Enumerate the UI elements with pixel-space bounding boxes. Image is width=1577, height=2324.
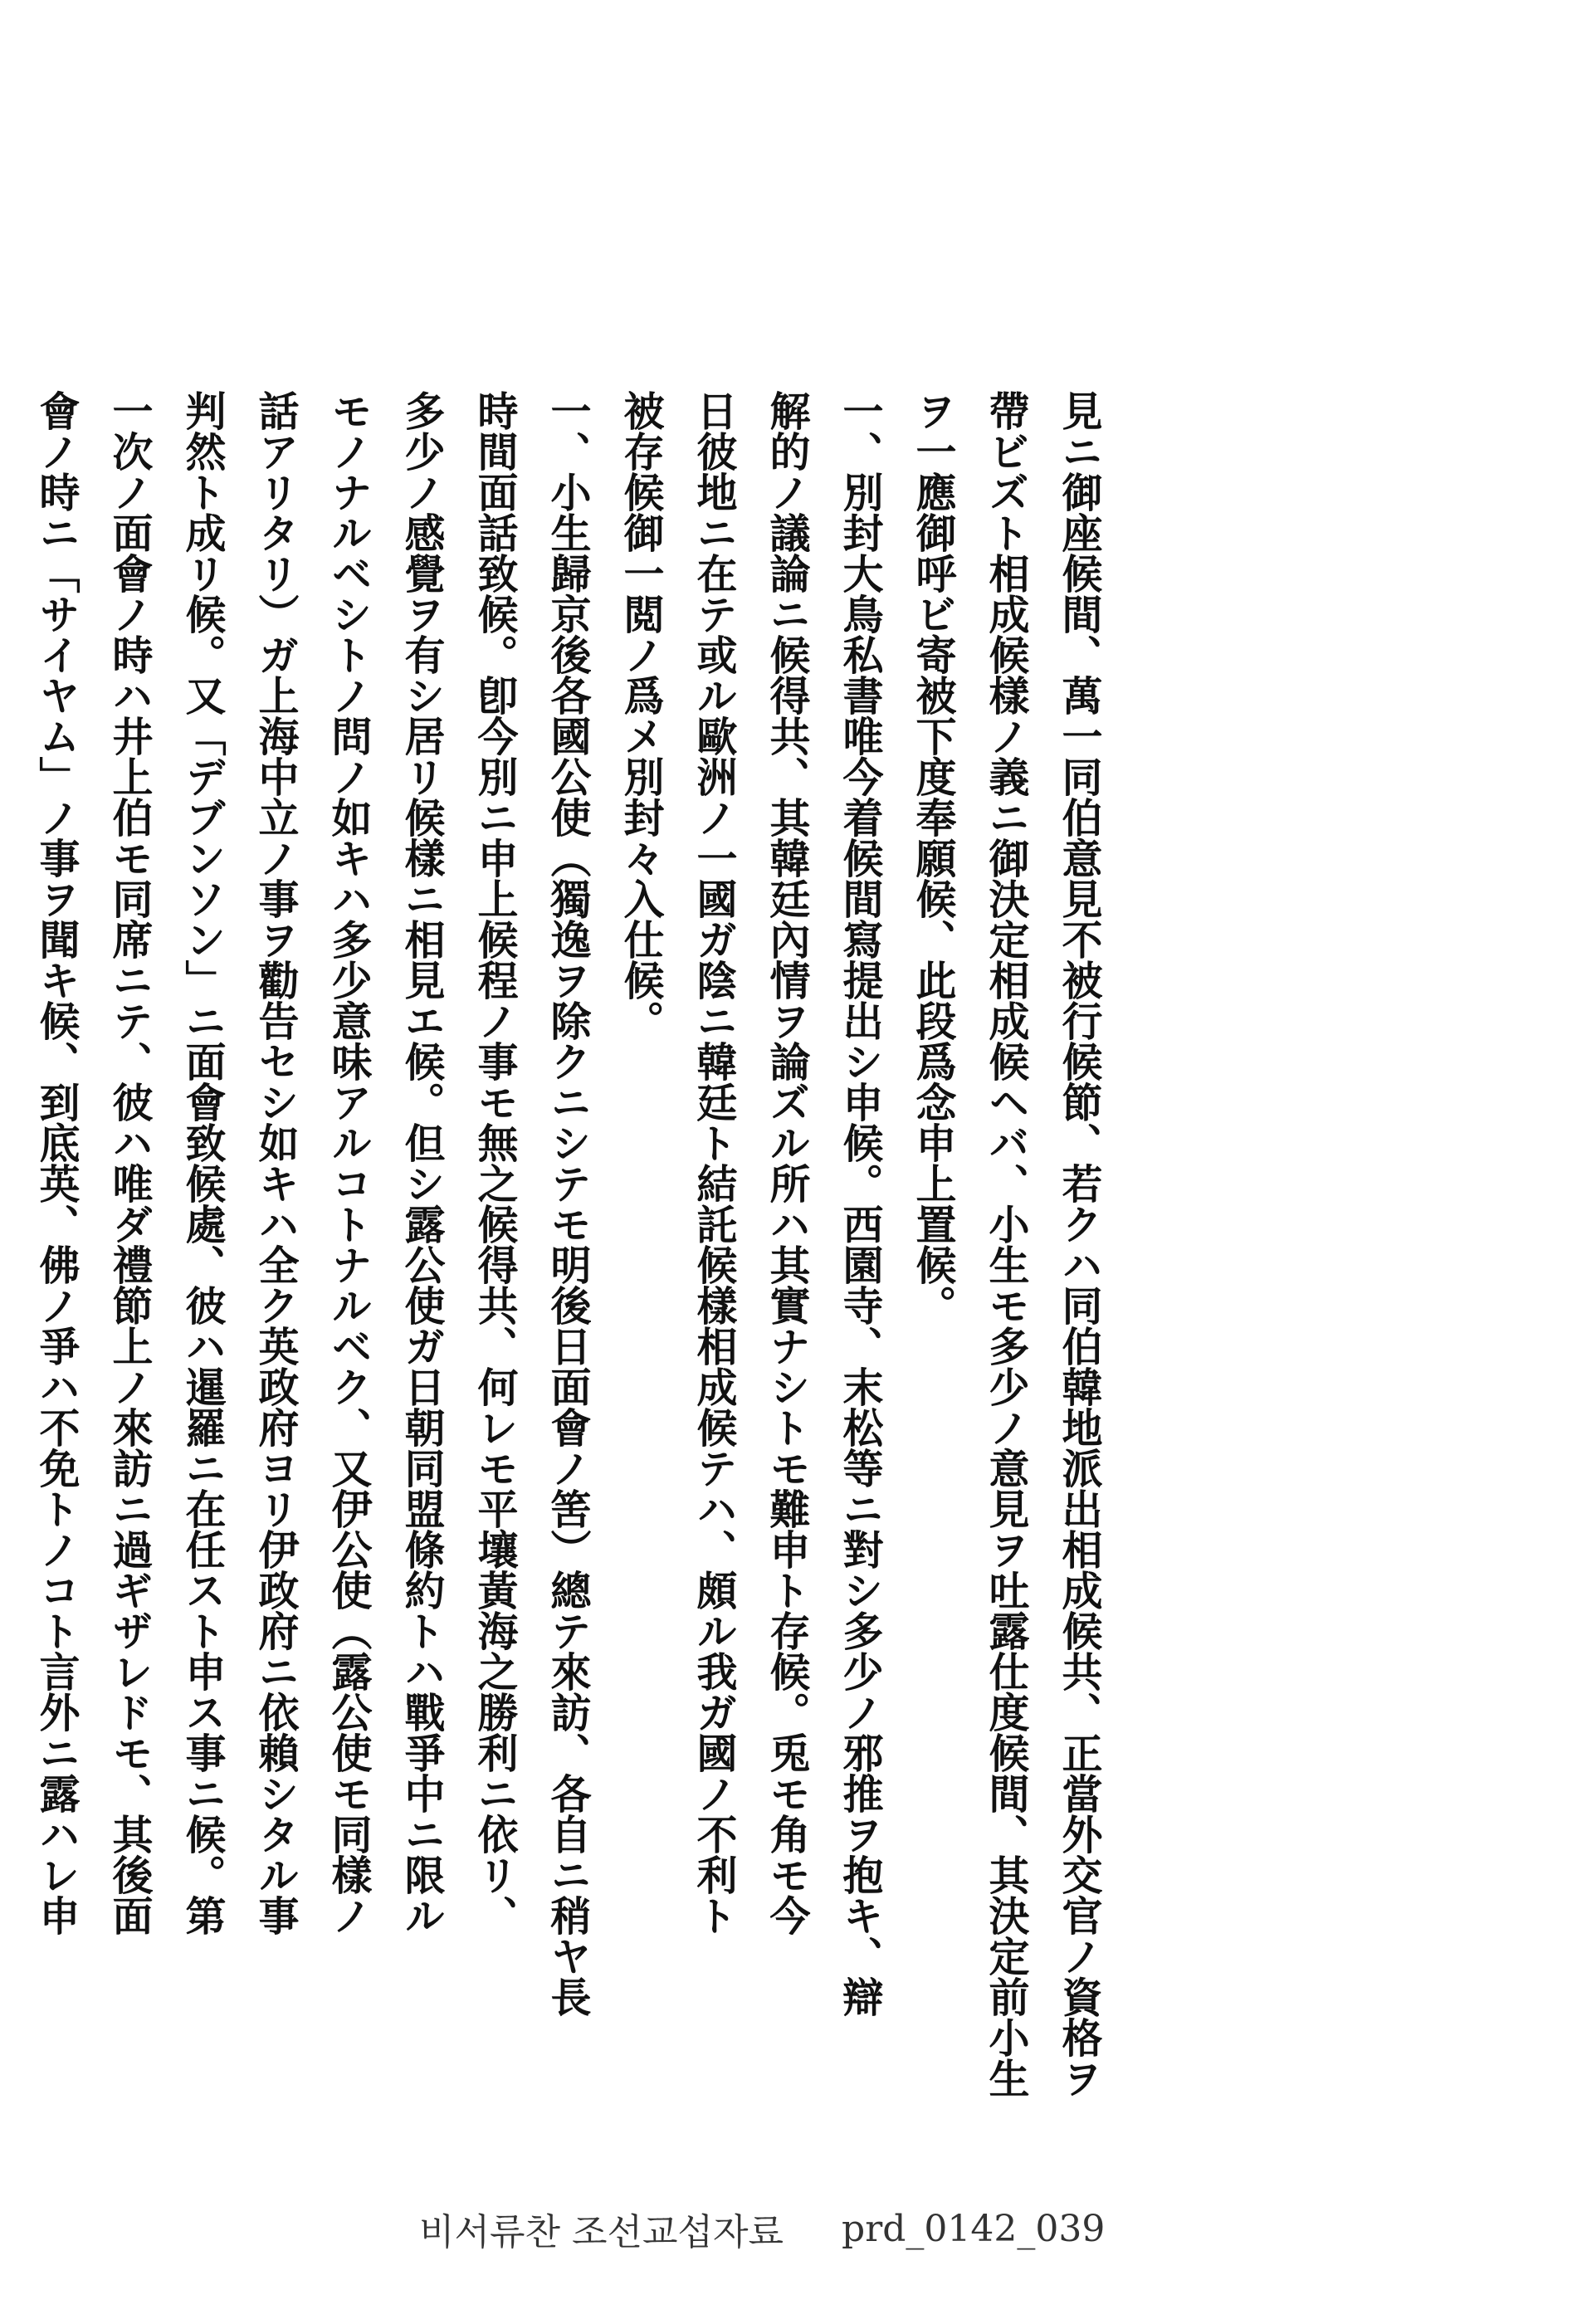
text-line: モノナルベシトノ問ノ如キハ多少意味アルコトナルベク、又伊公使（露公使モ同樣ノ xyxy=(325,390,374,1936)
text-line: 帶ビズト相成候樣ノ義ニ御決定相成候ヘバ、小生モ多少ノ意見ヲ吐露仕度候間、其決定前小生 xyxy=(983,390,1031,2098)
text-line: 被存候御一閲ノ爲メ別封々入仕候。 xyxy=(618,390,666,1041)
page-footer xyxy=(419,2204,1166,2253)
text-line: 話アリタリ）ガ上海中立ノ事ヲ勸告セシ如キハ全ク英政府ヨリ伊政府ニ依賴シタル事 xyxy=(252,390,300,1936)
vertical-text-body xyxy=(33,390,1116,2098)
text-line: 解的ノ議論ニ候得共、其韓廷內情ヲ論ズル所ハ其實ナシトモ難申ト存候。兎モ角モ今 xyxy=(764,390,812,1936)
text-line: ヲ一應御呼ビ寄被下度奉願候、此段爲念申上置候。 xyxy=(910,390,958,1326)
text-line: 時間面話致候。卽今別ニ申上候程ノ事モ無之候得共、何レモ平壤黃海之勝利ニ依リ、 xyxy=(471,390,520,1936)
text-line: 見ニ御座候間、萬一同伯意見不被行候節、若クハ同伯韓地派出相成候共、正當外交官ノ資格ヲ xyxy=(1056,390,1104,2098)
text-line: 多少ノ感覺ヲ有シ居リ候樣ニ相見エ候。但シ露公使ガ日朝同盟條約トハ戰爭中ニ限ル xyxy=(398,390,447,1936)
footer-collection-title: 비서류찬 조선교섭자료 xyxy=(419,2211,784,2253)
text-line: 一次ノ面會ノ時ハ井上伯モ同席ニテ、彼ハ唯ダ禮節上ノ來訪ニ過ギザレドモ、其後面 xyxy=(106,390,154,1936)
footer-page-code: prd_0142_039 xyxy=(842,2207,1106,2250)
text-line: 會ノ時ニ「サイヤム」ノ事ヲ聞キ候、到底英、佛ノ爭ハ不免トノコト言外ニ露ハレ申 xyxy=(33,390,81,1936)
text-line: 日彼地ニ在テ或ル歐洲ノ一國ガ陰ニ韓廷ト結託候樣相成候テハ、頗ル我ガ國ノ不利ト xyxy=(691,390,739,1936)
text-line: 判然ト成リ候。又「デブンソン」ニ面會致候處、彼ハ暹羅ニ在任スト申ス事ニ候。第 xyxy=(179,390,227,1936)
text-line: 一、小生歸京後各國公使（獨逸ヲ除クニシテモ明後日面會ノ筈）總テ來訪、各自ニ稍ヤ長 xyxy=(544,390,593,2017)
text-line: 一、別封大鳥私書唯今着候間寫提出シ申候。西園寺、末松等ニ對シ多少ノ邪推ヲ抱キ、辯 xyxy=(837,390,885,2017)
